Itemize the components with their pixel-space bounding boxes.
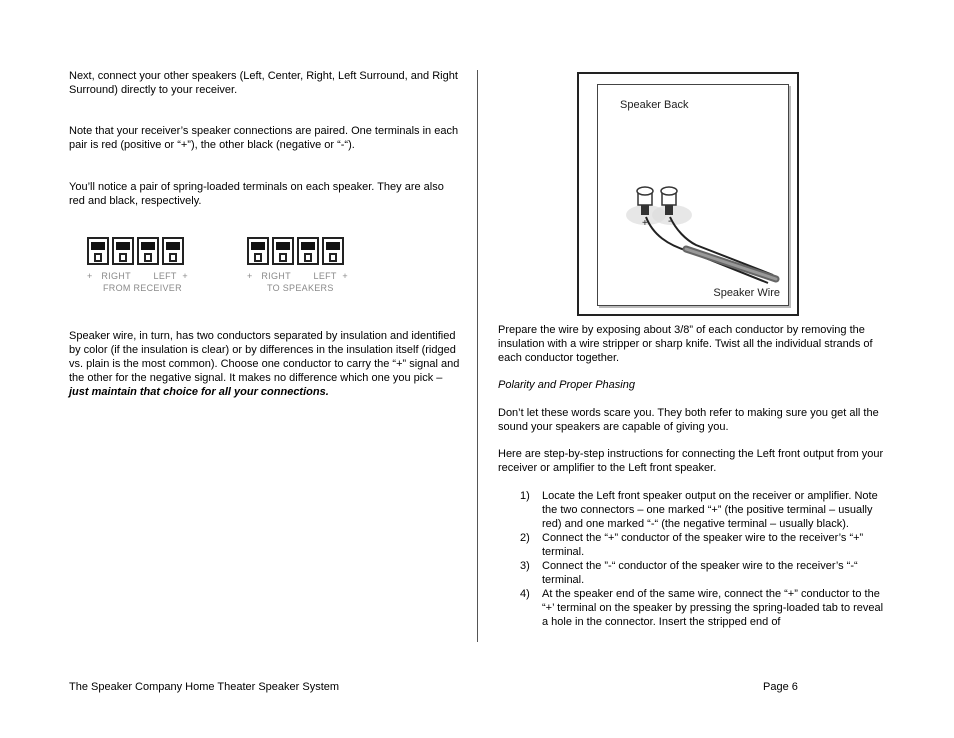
instructions-intro-paragraph: Here are step-by-step instructions for connecting the Left front output from your receiver or amplifier to the Left front speaker.	[498, 448, 884, 474]
right-label: RIGHT	[261, 271, 291, 281]
speaker-terminal-labels	[247, 270, 348, 282]
step-text: At the speaker end of the same wire, connect the “+” conductor to the “+’ terminal on the speaker by pressing the spring-loaded tab to reveal a hole in the connector. Insert the stripped end of	[542, 588, 884, 628]
terminal-icon	[247, 237, 269, 265]
terminal-icon	[87, 237, 109, 265]
paired-connections-paragraph: Note that your receiver’s speaker connections are paired. One terminals in each pair is red (positive or “+”), the other black (negative or “-“).	[69, 125, 459, 151]
speaker-wire-label: Speaker Wire	[713, 287, 780, 299]
plus-label: +	[182, 271, 188, 281]
speaker-wire-paragraph	[69, 329, 461, 399]
speaker-back-figure	[577, 72, 799, 316]
speaker-wire-text: Speaker wire, in turn, has two conductors separated by insulation and identified by color (if the insulation is clear) or by differences in the insulation itself (ridged vs. plain is the most common). Choose one conductor to carry the “+” signal and the other for the negative signal. It makes no difference which one you pick –	[69, 330, 460, 384]
page-number: Page 6	[763, 681, 798, 693]
plus-label: +	[87, 271, 93, 281]
plus-mark: +	[642, 218, 648, 229]
left-label: LEFT	[313, 271, 337, 281]
terminal-icon	[322, 237, 344, 265]
speaker-back-panel	[597, 84, 789, 306]
terminal-icon	[137, 237, 159, 265]
receiver-terminal-labels	[87, 270, 188, 282]
step-number: 4)	[520, 588, 530, 600]
receiver-terminal-row	[87, 237, 188, 265]
steps-list	[498, 489, 890, 629]
left-label: LEFT	[153, 271, 177, 281]
right-label: RIGHT	[101, 271, 131, 281]
terminal-icon	[112, 237, 134, 265]
column-divider	[477, 70, 478, 642]
receiver-terminals-illustration	[87, 237, 188, 294]
polarity-heading: Polarity and Proper Phasing	[498, 379, 635, 391]
step-number: 2)	[520, 532, 530, 544]
step-text: Connect the ”-“ conductor of the speaker wire to the receiver’s “-“ terminal.	[542, 560, 858, 586]
list-item	[498, 531, 890, 559]
terminal-icon	[162, 237, 184, 265]
list-item	[498, 559, 890, 587]
step-text: Connect the “+” conductor of the speaker wire to the receiver’s “+” terminal.	[542, 532, 864, 558]
step-text: Locate the Left front speaker output on the receiver or amplifier. Note the two connectors – one marked “+” (the positive terminal – usually red) and one marked “-“ (the negative terminal – usually black).	[542, 490, 878, 530]
speaker-wire-drawing	[598, 85, 792, 307]
speaker-terminal-caption: TO SPEAKERS	[267, 283, 334, 293]
plus-label: +	[342, 271, 348, 281]
plus-label: +	[247, 271, 253, 281]
step-number: 1)	[520, 490, 530, 502]
emphasis-text: just maintain that choice for all your connections.	[69, 386, 329, 398]
terminal-icon	[297, 237, 319, 265]
step-number: 3)	[520, 560, 530, 572]
speaker-terminal-row	[247, 237, 348, 265]
spring-terminals-paragraph: You’ll notice a pair of spring-loaded terminals on each speaker. They are also red and black, respectively.	[69, 181, 444, 207]
phasing-paragraph: Don’t let these words scare you. They both refer to making sure you get all the sound your speakers are capable of giving you.	[498, 407, 879, 433]
speaker-back-label: Speaker Back	[620, 99, 689, 111]
terminal-icon	[272, 237, 294, 265]
minus-mark: -	[668, 216, 672, 227]
intro-paragraph: Next, connect your other speakers (Left, Center, Right, Left Surround, and Right Surround) directly to your receiver.	[69, 70, 458, 96]
prepare-wire-paragraph: Prepare the wire by exposing about 3/8” of each conductor by removing the insulation with a wire stripper or sharp knife. Twist all the individual strands of each conductor together.	[498, 324, 873, 364]
receiver-terminal-caption: FROM RECEIVER	[103, 283, 182, 293]
speaker-terminals-illustration	[247, 237, 348, 294]
list-item	[498, 489, 890, 531]
footer-title: The Speaker Company Home Theater Speaker System	[69, 681, 340, 693]
list-item	[498, 587, 890, 629]
